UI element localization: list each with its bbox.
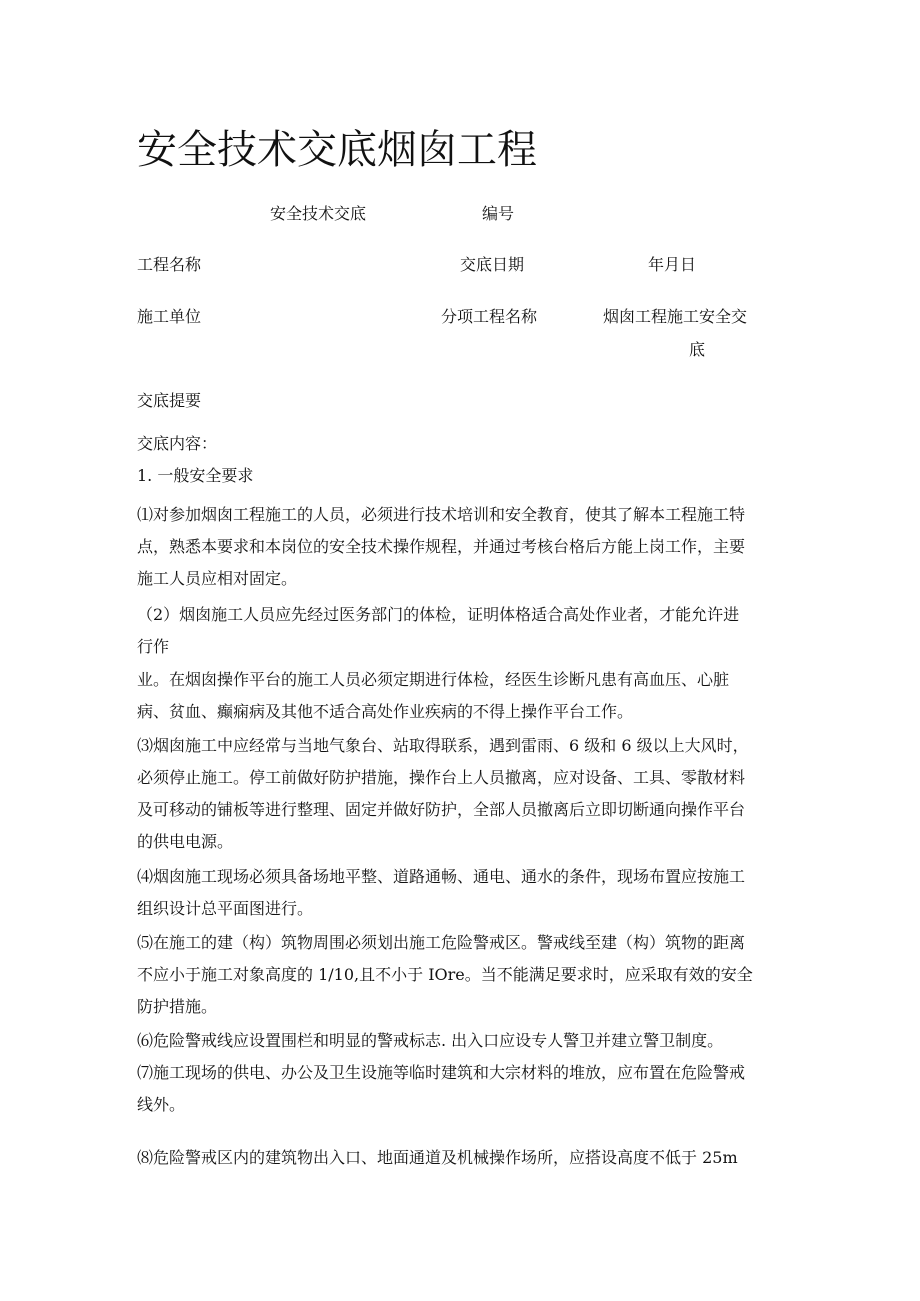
text-line: 点，熟悉本要求和本岗位的安全技术操作规程，并通过考核台格后方能上岗工作，主要 — [137, 537, 746, 556]
paragraph-2-continued — [137, 665, 787, 729]
text-line: ⑶烟囱施工中应经常与当地气象台、站取得联系，遇到雷雨、6 级和 6 级以上大风时， — [137, 736, 749, 755]
text-line: 不应小于施工对象高度的 1/10,且不小于 IOre。当不能满足要求时，应采取有效的安全 — [137, 965, 753, 984]
paragraph-7 — [137, 1058, 787, 1122]
text-line: 病、贫血、癫痫病及其他不适合高处作业疾病的不得上操作平台工作。 — [137, 702, 634, 721]
text-line: 及可移动的铺板等进行整理、固定并做好防护，全部人员撤离后立即切断通向操作平台 — [137, 800, 746, 819]
subproject-label: 分项工程名称 — [441, 307, 538, 326]
text-line: ⑺施工现场的供电、办公及卫生设施等临时建筑和大宗材料的堆放，应布置在危险警戒 — [137, 1063, 746, 1082]
date-value: 年月日 — [648, 255, 697, 274]
text-line: 必须停止施工。停工前做好防护措施，操作台上人员撤离，应对设备、工具、零散材料 — [137, 768, 746, 787]
subproject-value-line1: 烟囱工程施工安全交 — [603, 307, 748, 326]
construction-unit-label: 施工单位 — [137, 307, 202, 326]
text-line: 业。在烟囱操作平台的施工人员必须定期进行体检，经医生诊断凡患有高血压、心脏 — [137, 670, 730, 689]
section1-heading: 1. 一般安全要求 — [137, 466, 254, 485]
text-line: ⑹危险警戒线应设置围栏和明显的警戒标志. 出入口应设专人警卫并建立警卫制度。 — [137, 1031, 724, 1050]
text-line: 组织设计总平面图进行。 — [137, 899, 314, 918]
paragraph-8 — [137, 1143, 787, 1175]
subproject-value-line2: 底 — [689, 340, 706, 359]
text-line: ⑴对参加烟囱工程施工的人员，必须进行技术培训和安全教育，使其了解本工程施工特 — [137, 505, 746, 524]
text-line: （2）烟囱施工人员应先经过医务部门的体检，证明体格适合高处作业者，才能允许进 — [137, 605, 740, 624]
text-line: ⑷烟囱施工现场必须具备场地平整、道路通畅、通电、通水的条件，现场布置应按施工 — [137, 867, 746, 886]
text-line: 防护措施。 — [137, 997, 218, 1016]
paragraph-3 — [137, 731, 787, 859]
paragraph-1 — [137, 500, 787, 596]
number-label: 编号 — [482, 204, 515, 223]
text-line: 行作 — [137, 637, 170, 656]
paragraph-4 — [137, 862, 787, 926]
content-label: 交底内容： — [137, 434, 218, 453]
paragraph-5 — [137, 928, 787, 1024]
text-line: ⑸在施工的建（构）筑物周围必须划出施工危险警戒区。警戒线至建（构）筑物的距离 — [137, 933, 746, 952]
text-line: 线外。 — [137, 1095, 186, 1114]
document-title: 安全技术交底烟囱工程 — [137, 127, 537, 173]
text-line: ⑻危险警戒区内的建筑物出入口、地面通道及机械操作场所，应搭设高度不低于 25m — [137, 1148, 738, 1167]
text-line: 施工人员应相对固定。 — [137, 569, 298, 588]
text-line: 的供电电源。 — [137, 832, 234, 851]
form-header-label: 安全技术交底 — [270, 204, 367, 223]
paragraph-2 — [137, 600, 787, 664]
date-label: 交底日期 — [460, 255, 525, 274]
project-name-label: 工程名称 — [137, 255, 202, 274]
summary-label: 交底提要 — [137, 391, 202, 410]
paragraph-6 — [137, 1026, 787, 1058]
